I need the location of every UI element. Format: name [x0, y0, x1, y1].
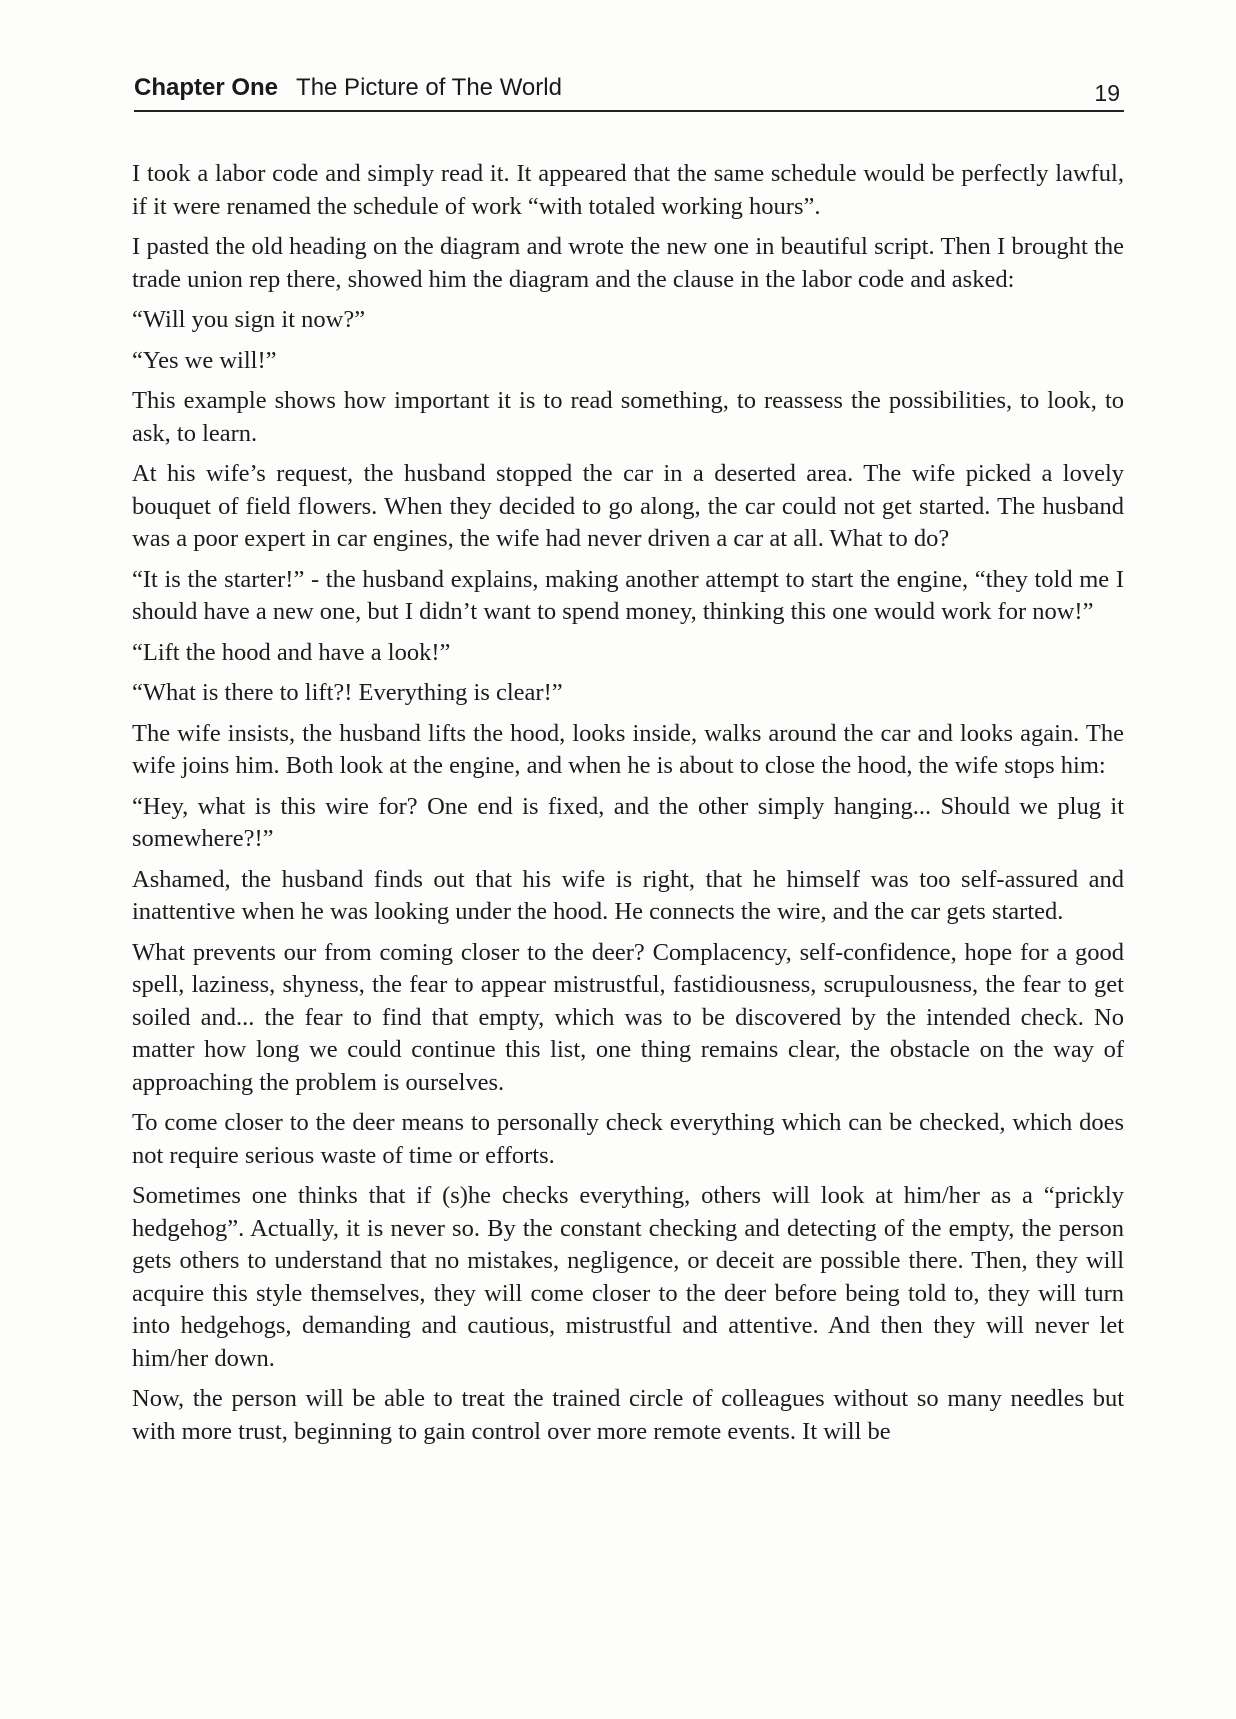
- paragraph: I pasted the old heading on the diagram and wrote the new one in beautiful script. Then I brought the trade union rep there, showed him the diagram and the clause in the labor code and asked:: [132, 233, 1124, 293]
- paragraph: Sometimes one thinks that if (s)he checks everything, others will look at him/her as a “prickly hedgehog”. Actually, it is never so. By the constant checking and detecting of the empty, the person gets others to understand that no mistakes, negligence, or deceit are possible there. Then, they will acquire this style themselves, they will come closer to the deer before being told to, they will turn into hedgehogs, demanding and cautious, mistrustful and attentive. And then they will never let him/her down.: [132, 1182, 1124, 1372]
- paragraph: At his wife’s request, the husband stopped the car in a deserted area. The wife picked a lovely bouquet of field flowers. When they decided to go along, the car could not get started. The husband was a poor expert in car engines, the wife had never driven a car at all. What to do?: [132, 460, 1124, 552]
- chapter-title: The Picture of The World: [296, 74, 562, 101]
- paragraph: Ashamed, the husband finds out that his wife is right, that he himself was too self-assured and inattentive when he was looking under the hood. He connects the wire, and the car gets started.: [132, 865, 1124, 925]
- paragraph: “Hey, what is this wire for? One end is fixed, and the other simply hanging... Should we plug it somewhere?!”: [132, 792, 1124, 852]
- paragraph: “Will you sign it now?”: [132, 306, 366, 333]
- body-text: [132, 158, 1124, 1456]
- paragraph: “It is the starter!” - the husband explains, making another attempt to start the engine, “they told me I should have a new one, but I didn’t want to spend money, thinking this one would work for now!”: [132, 565, 1124, 625]
- paragraph: “What is there to lift?! Everything is clear!”: [132, 679, 563, 706]
- paragraph: Now, the person will be able to treat the trained circle of colleagues without so many needles but with more trust, beginning to gain control over more remote events. It will be: [132, 1385, 1124, 1445]
- paragraph: “Lift the hood and have a look!”: [132, 638, 451, 666]
- page-number: 19: [1094, 80, 1120, 106]
- chapter-label: Chapter One: [134, 74, 279, 101]
- paragraph: The wife insists, the husband lifts the hood, looks inside, walks around the car and looks again. The wife joins him. Both look at the engine, and when he is about to close the hood, the wife stops him:: [132, 719, 1124, 779]
- paragraph: I took a labor code and simply read it. It appeared that the same schedule would be perfectly lawful, if it were renamed the schedule of work “with totaled working hours”.: [132, 160, 1124, 220]
- paragraph: This example shows how important it is to read something, to reassess the possibilities, to look, to ask, to learn.: [132, 387, 1124, 447]
- running-header: [134, 74, 1124, 112]
- paragraph: To come closer to the deer means to personally check everything which can be checked, which does not require serious waste of time or efforts.: [132, 1109, 1124, 1169]
- paragraph: What prevents our from coming closer to the deer? Complacency, self-confidence, hope for a good spell, laziness, shyness, the fear to appear mistrustful, fastidiousness, scrupulousness, the fear to get soiled and... the fear to find that empty, which was to be discovered by the intended check. No matter how long we could continue this list, one thing remains clear, the obstacle on the way of approaching the problem is ourselves.: [132, 938, 1124, 1096]
- paragraph: “Yes we will!”: [132, 346, 277, 374]
